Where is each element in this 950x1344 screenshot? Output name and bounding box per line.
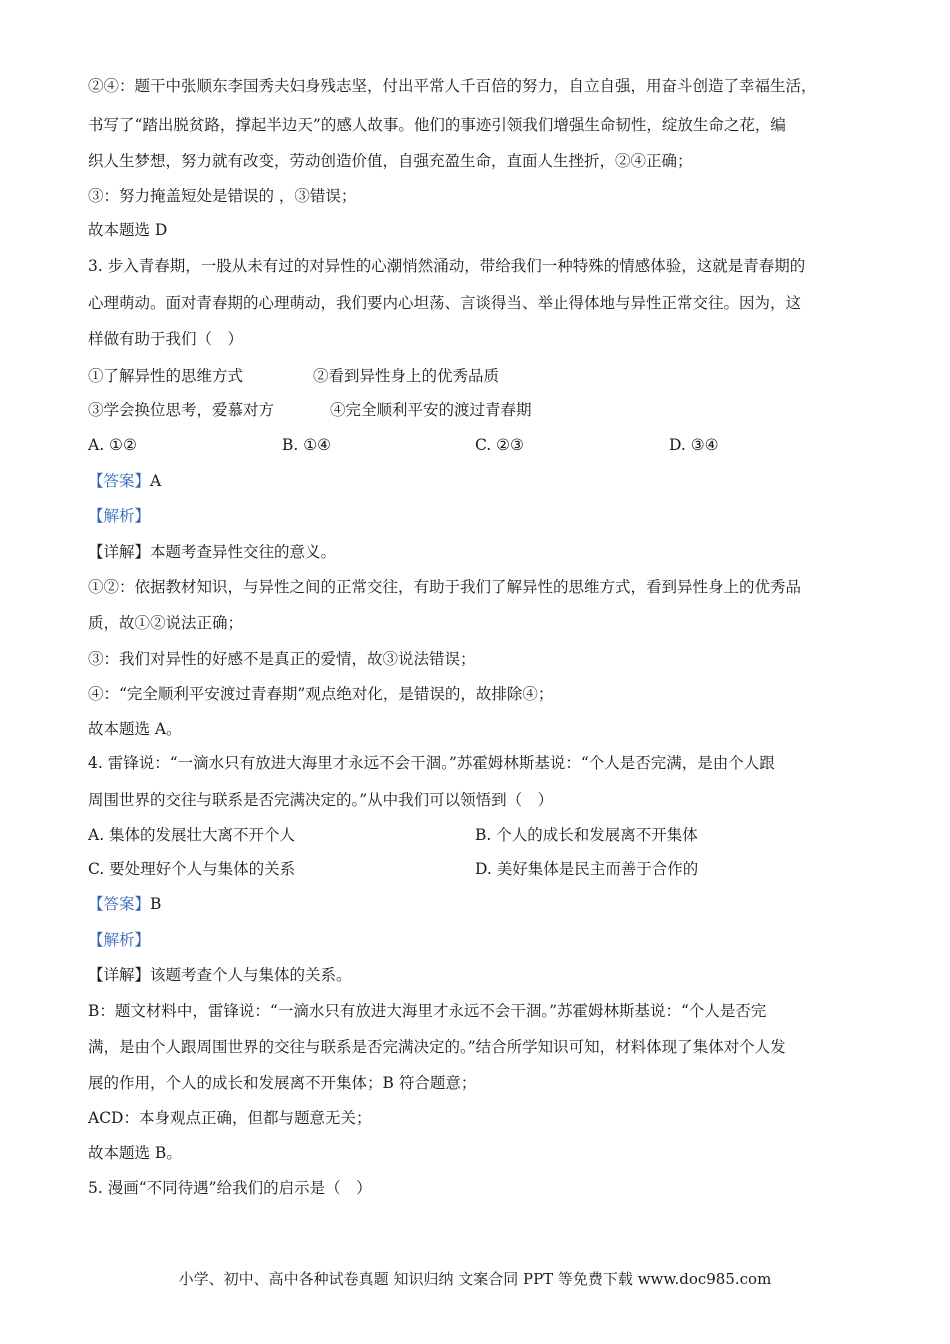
option-d: D. ③④	[669, 436, 719, 454]
option-c: C. 要处理好个人与集体的关系	[88, 860, 296, 878]
detail-line: B：题文材料中，雷锋说：“一滴水只有放进大海里才永远不会干涸。”苏霍姆林斯基说：“个人是否完	[88, 1002, 767, 1020]
text-line: ③：努力掩盖短处是错误的 ，③错误；	[88, 187, 357, 205]
option-a: A. ①②	[88, 436, 137, 454]
answer-value: B	[150, 895, 162, 913]
detail-line	[88, 964, 352, 986]
analysis-tag: 【解析】	[88, 507, 151, 525]
question-5-stem: 5. 漫画“不同待遇”给我们的启示是（ ）	[88, 1179, 372, 1197]
question-4-stem: 4. 雷锋说：“一滴水只有放进大海里才永远不会干涸。”苏霍姆林斯基说：“个人是否完满，是由个人跟	[88, 754, 775, 772]
answer-line	[88, 470, 161, 492]
option-a: A. 集体的发展壮大离不开个人	[88, 826, 296, 844]
detail-line: 故本题选 A。	[88, 720, 182, 738]
text-line: 织人生梦想，努力就有改变，劳动创造价值，自强充盈生命，直面人生挫折，②④正确；	[88, 152, 693, 170]
detail-line: ACD：本身观点正确，但都与题意无关；	[88, 1109, 372, 1127]
statement: ①了解异性的思维方式	[88, 367, 244, 385]
option-b: B. 个人的成长和发展离不开集体	[475, 826, 698, 844]
question-3-stem: 样做有助于我们（ ）	[88, 330, 244, 348]
detail-line: ④：“完全顺利平安渡过青春期”观点绝对化，是错误的，故排除④；	[88, 685, 554, 703]
analysis-line	[88, 929, 150, 951]
detail-text: 本题考查异性交往的意义。	[150, 543, 337, 561]
option-d: D. 美好集体是民主而善于合作的	[475, 860, 699, 878]
question-4-stem: 周围世界的交往与联系是否完满决定的。”从中我们可以领悟到（ ）	[88, 791, 554, 809]
detail-line: 故本题选 B。	[88, 1144, 182, 1162]
answer-value: A	[150, 472, 162, 490]
text-line: 故本题选 D	[88, 221, 168, 239]
detail-line: 质，故①②说法正确；	[88, 614, 244, 632]
answer-line	[88, 893, 161, 915]
detail-line: ①②：依据教材知识，与异性之间的正常交往，有助于我们了解异性的思维方式，看到异性身上的优秀品	[88, 578, 802, 596]
statement: ③学会换位思考，爱慕对方	[88, 401, 275, 419]
analysis-tag: 【解析】	[88, 931, 151, 949]
detail-line	[88, 541, 336, 563]
text-line: 书写了“踏出脱贫路，撑起半边天”的感人故事。他们的事迹引领我们增强生命韧性，绽放生命之花，编	[88, 116, 786, 134]
text-line: ②④：题干中张顺东李国秀夫妇身残志坚，付出平常人千百倍的努力，自立自强，用奋斗创造了幸福生活，	[88, 77, 817, 95]
answer-tag: 【答案】	[88, 472, 151, 490]
statement: ④完全顺利平安的渡过青春期	[330, 401, 532, 419]
detail-text: 该题考查个人与集体的关系。	[150, 966, 352, 984]
statement: ②看到异性身上的优秀品质	[313, 367, 500, 385]
detail-tag: 【详解】	[88, 543, 151, 561]
detail-tag: 【详解】	[88, 966, 151, 984]
option-c: C. ②③	[475, 436, 524, 454]
answer-tag: 【答案】	[88, 895, 151, 913]
question-3-stem: 3. 步入青春期，一股从未有过的对异性的心潮悄然涌动，带给我们一种特殊的情感体验，这就是青春期的	[88, 257, 806, 275]
page-footer: 小学、初中、高中各种试卷真题 知识归纳 文案合同 PPT 等免费下载 www.doc985.com	[178, 1270, 772, 1288]
detail-line: ③：我们对异性的好感不是真正的爱情，故③说法错误；	[88, 650, 476, 668]
detail-line: 满，是由个人跟周围世界的交往与联系是否完满决定的。”结合所学知识可知，材料体现了集体对个人发	[88, 1038, 786, 1056]
question-3-stem: 心理萌动。面对青春期的心理萌动，我们要内心坦荡、言谈得当、举止得体地与异性正常交往。因为，这	[88, 294, 802, 312]
analysis-line	[88, 505, 150, 527]
detail-line: 展的作用，个人的成长和发展离不开集体；B 符合题意；	[88, 1074, 477, 1092]
option-b: B. ①④	[282, 436, 332, 454]
